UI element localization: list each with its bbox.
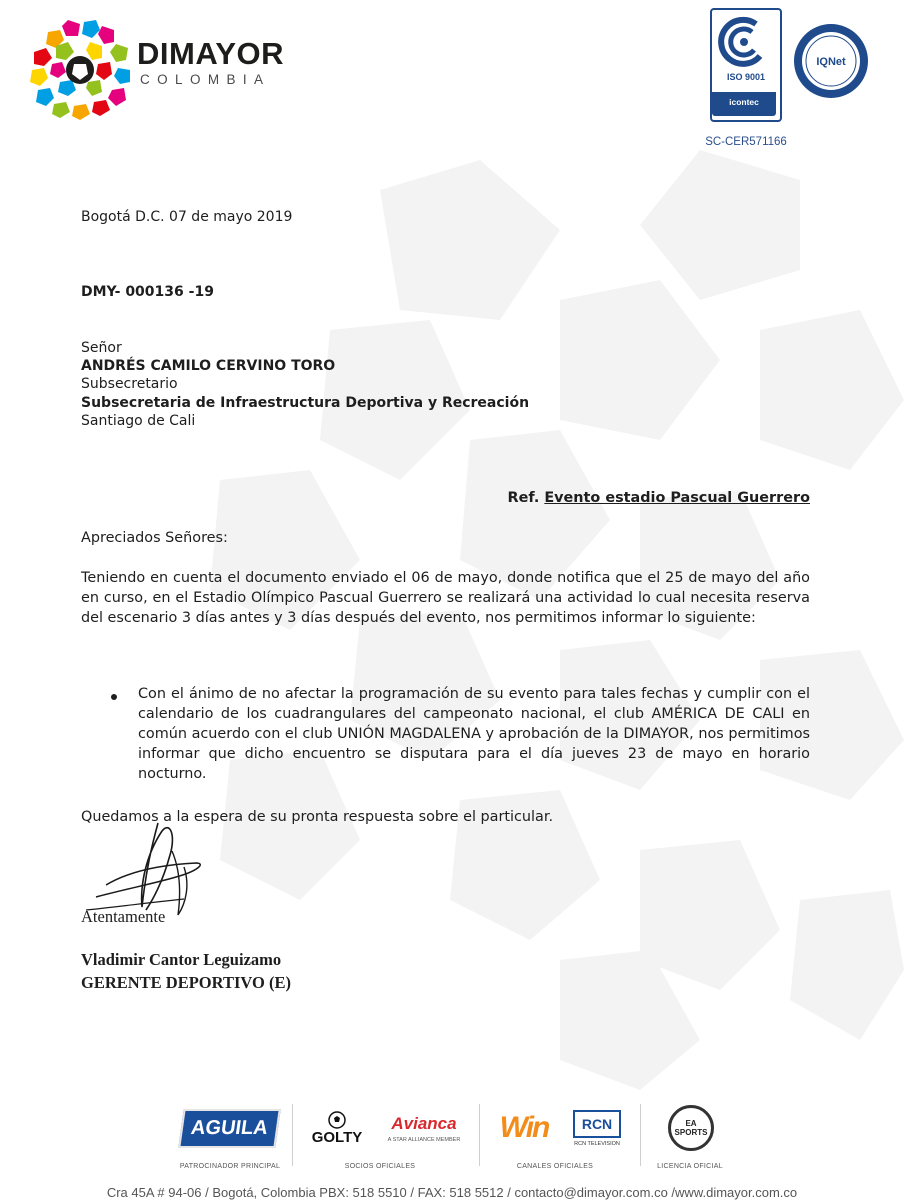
sponsor-separator xyxy=(640,1104,641,1166)
certificate-code: SC-CER571166 xyxy=(705,136,787,148)
salutation-title: Señor xyxy=(81,340,122,356)
caption-official-channels: CANALES OFICIALES xyxy=(516,1163,594,1170)
recipient-organization: Subsecretaria de Infraestructura Deportiva y Recreación xyxy=(81,395,530,411)
closing-paragraph: Quedamos a la espera de su pronta respuesta sobre el particular. xyxy=(81,809,554,825)
recipient-city: Santiago de Cali xyxy=(81,413,196,429)
sponsor-separator xyxy=(479,1104,480,1166)
brand-name: DIMAYOR xyxy=(137,36,285,71)
avianca-tagline: A STAR ALLIANCE MEMBER xyxy=(387,1136,461,1143)
reference-number: DMY- 000136 -19 xyxy=(81,284,214,300)
bullet-item: Con el ánimo de no afectar la programación de su evento para tales fechas y cumplir con el calendario de los cuadrangulares del campeonato nacional, el club AMÉRICA DE CALI en común acuerdo con el club UNIÓN MAGDALENA y aprobación de la DIMAYOR, nos permitimos informar que dicho encuentro se disputara para el día jueves 23 de mayo en horario nocturno. xyxy=(138,686,810,782)
brand-subtitle: COLOMBIA xyxy=(140,72,271,87)
sponsor-rcn xyxy=(566,1102,628,1154)
sponsor-aguila xyxy=(180,1102,278,1154)
bullet-dot xyxy=(111,694,117,700)
greeting: Apreciados Señores: xyxy=(81,530,228,546)
signer-title: GERENTE DEPORTIVO (E) xyxy=(81,973,291,992)
caption-official-partners: SOCIOS OFICIALES xyxy=(344,1163,416,1170)
iso-label: ISO 9001 xyxy=(726,72,766,82)
sponsor-separator xyxy=(292,1104,293,1166)
sponsor-ea-sports xyxy=(662,1102,720,1154)
caption-main-sponsor: PATROCINADOR PRINCIPAL xyxy=(179,1163,281,1170)
caption-official-license: LICENCIA OFICIAL xyxy=(657,1163,723,1170)
icontec-label: icontec xyxy=(729,97,759,107)
sponsor-golty xyxy=(302,1102,372,1154)
valediction: Atentamente xyxy=(81,907,166,926)
signer-name: Vladimir Cantor Leguizamo xyxy=(81,950,282,969)
reference-subject: Evento estadio Pascual Guerrero xyxy=(544,490,810,506)
recipient-name: ANDRÉS CAMILO CERVINO TORO xyxy=(81,358,336,374)
sponsor-win xyxy=(490,1102,558,1154)
iqnet-label: IQNet xyxy=(816,56,846,68)
aguila-logo: AGUILA xyxy=(178,1109,280,1148)
reference-label: Ref. xyxy=(507,490,540,506)
icontec-logo-icon xyxy=(716,14,772,70)
golty-logo: GOLTY xyxy=(311,1128,363,1146)
golty-ball-icon xyxy=(328,1111,346,1129)
ea-sports-logo: EA SPORTS xyxy=(668,1105,714,1151)
body-paragraph: Teniendo en cuenta el documento enviado el 06 de mayo, donde notifica que el 25 de mayo del año en curso, en el Estadio Olímpico Pascual Guerrero se realizará una actividad lo cual necesita reserva del escenario 3 días antes y 3 días después del evento, nos permitimos informar lo siguiente: xyxy=(81,570,810,626)
win-logo: Win xyxy=(499,1111,549,1144)
footer-address: Cra 45A # 94-06 / Bogotá, Colombia PBX: 518 5510 / FAX: 518 5512 / contacto@dimayor.com.co /www.dimayor.com.co xyxy=(106,1185,798,1200)
recipient-role: Subsecretario xyxy=(81,376,178,392)
letter-date: Bogotá D.C. 07 de mayo 2019 xyxy=(81,209,293,225)
dimayor-logo-icon xyxy=(30,18,132,120)
rcn-logo: RCN xyxy=(573,1110,621,1138)
sponsor-avianca xyxy=(376,1102,472,1154)
iqnet-seal-icon xyxy=(792,22,870,100)
reference-line xyxy=(508,489,810,508)
avianca-logo: Avianca xyxy=(391,1113,457,1133)
rcn-tagline: RCN TELEVISION xyxy=(574,1140,620,1147)
